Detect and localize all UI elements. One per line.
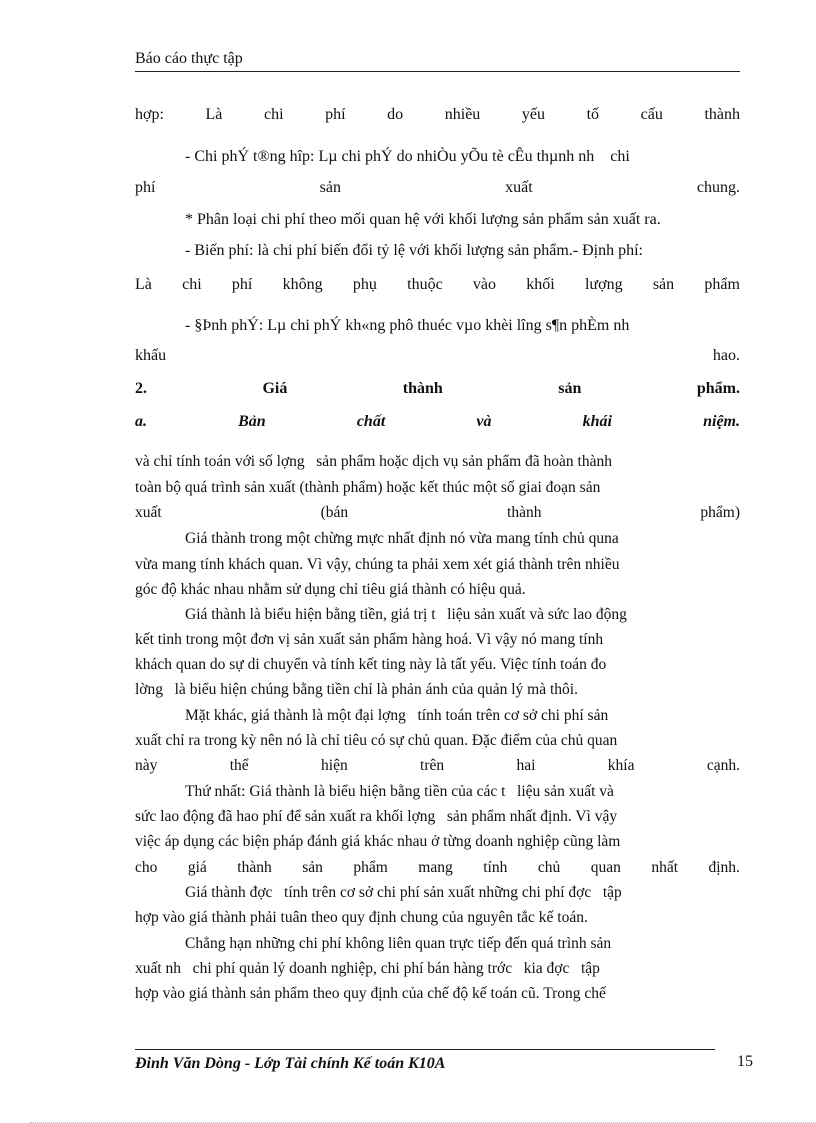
text-line-l23: [135, 756, 740, 776]
word: vào: [472, 276, 497, 293]
word: khía: [607, 757, 635, 774]
page-header-title: Báo cáo thực tập: [135, 50, 243, 67]
word: chủ: [537, 859, 561, 876]
word: Là: [135, 276, 152, 293]
word: giá: [187, 859, 207, 876]
word: phụ: [352, 276, 377, 293]
word: chi: [182, 276, 202, 293]
text-line-l18: kết tinh trong một đơn vị sản xuất sản phẩm hàng hoá. Vì vậy nó mang tính: [135, 631, 604, 648]
page-number: 15: [737, 1053, 753, 1070]
text-line-l6: [135, 275, 740, 295]
footer-divider: [135, 1049, 715, 1050]
word: và: [476, 413, 492, 430]
word: cạnh.: [706, 757, 740, 774]
text-line-l24: Thứ nhất: Giá thành là biểu hiện bằng tiền của các t liệu sản xuất và: [185, 783, 614, 800]
word: chi: [263, 106, 284, 123]
word: nhiều: [444, 106, 481, 123]
text-line-l7: - §Þnh phÝ: Lµ chi phÝ kh«ng phô thuéc vµo khèi lîng s¶n phÈm nh: [185, 317, 630, 334]
text-line-l13: [135, 503, 740, 523]
word: sản: [558, 380, 582, 397]
word: chất: [356, 413, 386, 430]
text-line-l30: Chẳng hạn những chi phí không liên quan trực tiếp đến quá trình sản: [185, 935, 612, 952]
word: do: [387, 106, 404, 123]
text-line-l12: toàn bộ quá trình sản xuất (thành phẩm) hoặc kết thúc một số giai đoạn sản: [135, 479, 601, 496]
word: hợp:: [135, 106, 164, 123]
word: xuất: [505, 179, 533, 196]
word: xuất: [135, 504, 162, 521]
word: thành: [704, 106, 740, 123]
word: phẩm): [700, 504, 740, 521]
text-line-l15: vừa mang tính khách quan. Vì vậy, chúng ta phải xem xét giá thành trên nhiều: [135, 556, 620, 573]
text-line-l8: [135, 346, 740, 366]
word: (bán: [320, 504, 349, 521]
word: thành: [402, 380, 443, 397]
word: trên: [420, 757, 445, 774]
text-line-l28: Giá thành đợc tính trên cơ sở chi phí sản xuất những chi phí đợc tập: [185, 884, 622, 901]
text-line-l3: [135, 178, 740, 198]
word: a.: [135, 413, 147, 430]
header-divider: [135, 71, 740, 72]
text-line-l4: * Phân loại chi phí theo mối quan hệ với khối lượng sản phẩm sản xuất ra.: [185, 211, 661, 228]
word: khấu: [135, 347, 167, 364]
word: mang: [418, 859, 453, 876]
text-line-l32: hợp vào giá thành sản phẩm theo quy định của chế độ kế toán cũ. Trong chế: [135, 985, 606, 1002]
text-line-l21: Mặt khác, giá thành là một đại lợng tính toán trên cơ sở chi phí sản: [185, 707, 609, 724]
word: thành: [507, 504, 542, 521]
word: phí: [325, 106, 346, 123]
word: cấu: [640, 106, 663, 123]
word: phẩm: [353, 859, 388, 876]
word: sản: [302, 859, 323, 876]
word: không: [282, 276, 323, 293]
word: hao.: [712, 347, 740, 364]
word: tố: [586, 106, 600, 123]
word: phí: [231, 276, 253, 293]
word: phẩm: [704, 276, 740, 293]
word: Bản: [238, 413, 266, 430]
word: phí: [135, 179, 156, 196]
text-line-l26: việc áp dụng các biện pháp đánh giá khác nhau ở từng doanh nghiệp cũng làm: [135, 833, 621, 850]
word: cho: [135, 859, 158, 876]
text-line-l27: [135, 858, 740, 878]
word: phẩm.: [696, 380, 740, 397]
text-line-l22: xuất chỉ ra trong kỳ nên nó là chỉ tiêu có sự chủ quan. Đặc điểm của chủ quan: [135, 732, 618, 749]
text-line-l10: [135, 412, 740, 432]
word: sản: [319, 179, 341, 196]
text-line-l17: Giá thành là biểu hiện bằng tiền, giá trị t liệu sản xuất và sức lao động: [185, 606, 627, 623]
word: tính: [483, 859, 508, 876]
word: hai: [516, 757, 536, 774]
word: niệm.: [703, 413, 740, 430]
text-line-l25: sức lao động đã hao phí để sản xuất ra khối lợng sản phẩm nhất định. Vì vậy: [135, 808, 618, 825]
footer-author: Đinh Văn Dòng - Lớp Tài chính Kế toán K10A: [135, 1055, 446, 1072]
word: Là: [205, 106, 223, 123]
text-line-l31: xuất nh chi phí quản lý doanh nghiệp, chi phí bán hàng trớc kia đợc tập: [135, 960, 600, 977]
word: sản: [652, 276, 675, 293]
text-line-l1: [135, 105, 740, 125]
text-line-l5: - Biến phí: là chi phí biến đổi tỷ lệ với khối lượng sản phẩm.- Định phí:: [185, 242, 643, 259]
word: nhất: [651, 859, 679, 876]
word: thể: [229, 757, 249, 774]
word: Giá: [262, 380, 288, 397]
text-line-l20: lờng là biểu hiện chúng bằng tiền chỉ là phản ánh của quản lý mà thôi.: [135, 681, 578, 698]
text-line-l9: [135, 379, 740, 399]
word: quan: [590, 859, 621, 876]
text-line-l2: - Chi phÝ t®ng hîp: Lµ chi phÝ do nhiÒu yÕu tè cÊu thµnh nh chi: [185, 148, 630, 165]
text-line-l16: góc độ khác nhau nhằm sử dụng chỉ tiêu giá thành có hiệu quả.: [135, 581, 526, 598]
word: hiện: [321, 757, 348, 774]
word: lượng: [584, 276, 623, 293]
word: yếu: [521, 106, 545, 123]
text-line-l14: Giá thành trong một chừng mực nhất định nó vừa mang tính chủ quna: [185, 530, 619, 547]
word: chung.: [696, 179, 740, 196]
word: thành: [237, 859, 272, 876]
word: khái: [582, 413, 612, 430]
word: định.: [708, 859, 740, 876]
word: này: [135, 757, 158, 774]
word: thuộc: [407, 276, 443, 293]
word: khối: [526, 276, 555, 293]
word: 2.: [135, 380, 147, 397]
text-line-l29: hợp vào giá thành phải tuân theo quy định chung của nguyên tắc kế toán.: [135, 909, 588, 926]
text-line-l11: và chỉ tính toán với số lợng sản phẩm hoặc dịch vụ sản phẩm đã hoàn thành: [135, 453, 612, 470]
text-line-l19: khách quan do sự di chuyển và tính kết ting này là tất yếu. Việc tính toán đo: [135, 656, 607, 673]
